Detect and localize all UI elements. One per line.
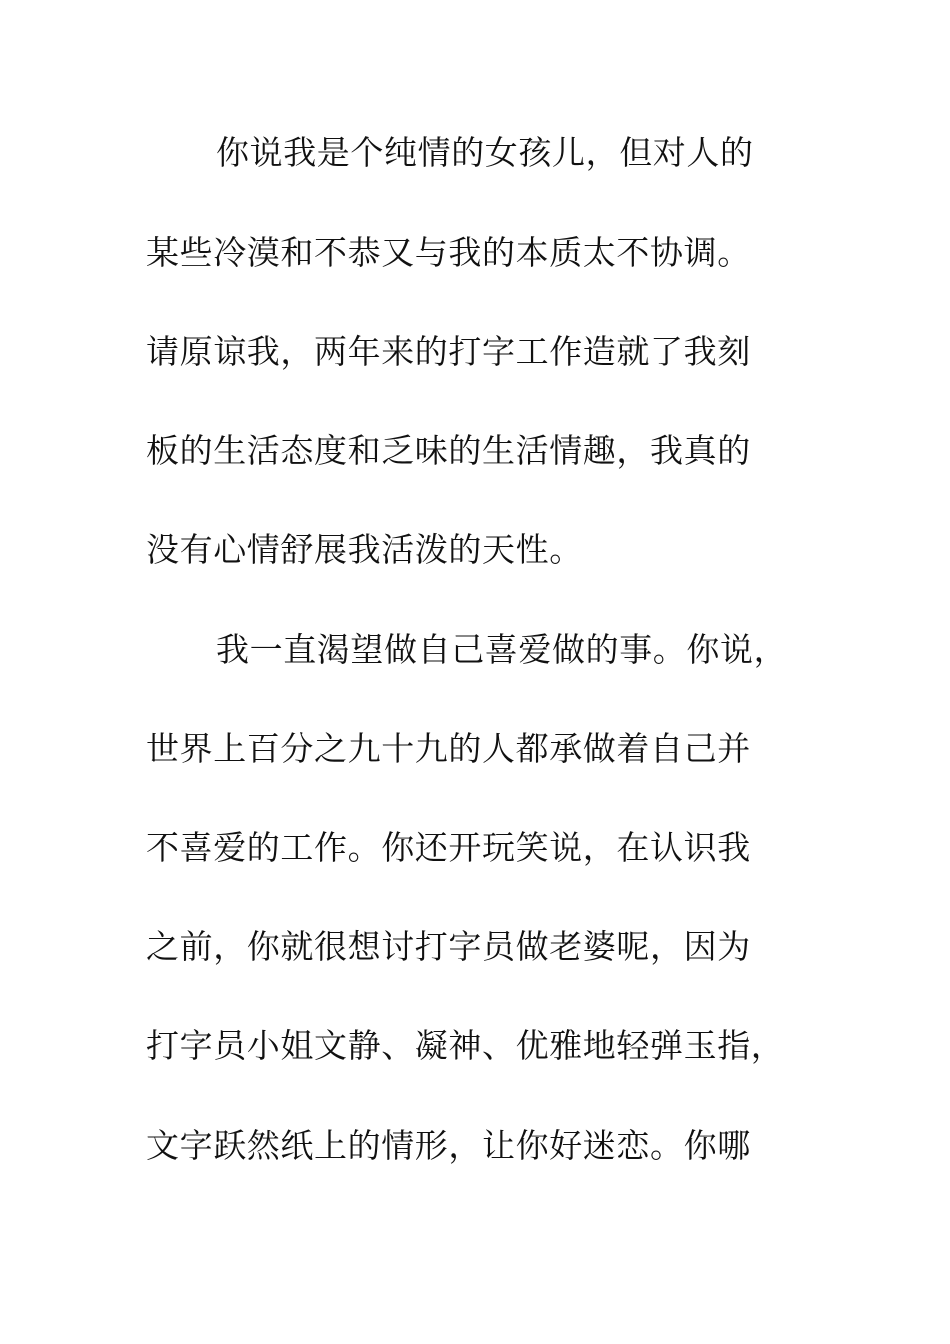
- paragraph-2-line-1: 我一直渴望做自己喜爱做的事。你说，: [216, 630, 788, 669]
- paragraph-2-line-3: 不喜爱的工作。你还开玩笑说，在认识我: [146, 828, 751, 867]
- paragraph-2-line-5: 打字员小姐文静、凝神、优雅地轻弹玉指，: [146, 1026, 785, 1065]
- paragraph-1-line-1: 你说我是个纯情的女孩儿，但对人的: [216, 133, 754, 172]
- paragraph-1-line-4: 板的生活态度和乏味的生活情趣，我真的: [146, 431, 751, 470]
- paragraph-2-line-4: 之前，你就很想讨打字员做老婆呢，因为: [146, 927, 751, 966]
- paragraph-1-line-5: 没有心情舒展我活泼的天性。: [146, 530, 583, 569]
- paragraph-2-line-6: 文字跃然纸上的情形，让你好迷恋。你哪: [146, 1126, 751, 1165]
- paragraph-2-line-2: 世界上百分之九十九的人都承做着自己并: [146, 729, 751, 768]
- paragraph-1-line-2: 某些冷漠和不恭又与我的本质太不协调。: [146, 233, 751, 272]
- paragraph-1-line-3: 请原谅我，两年来的打字工作造就了我刻: [146, 332, 751, 371]
